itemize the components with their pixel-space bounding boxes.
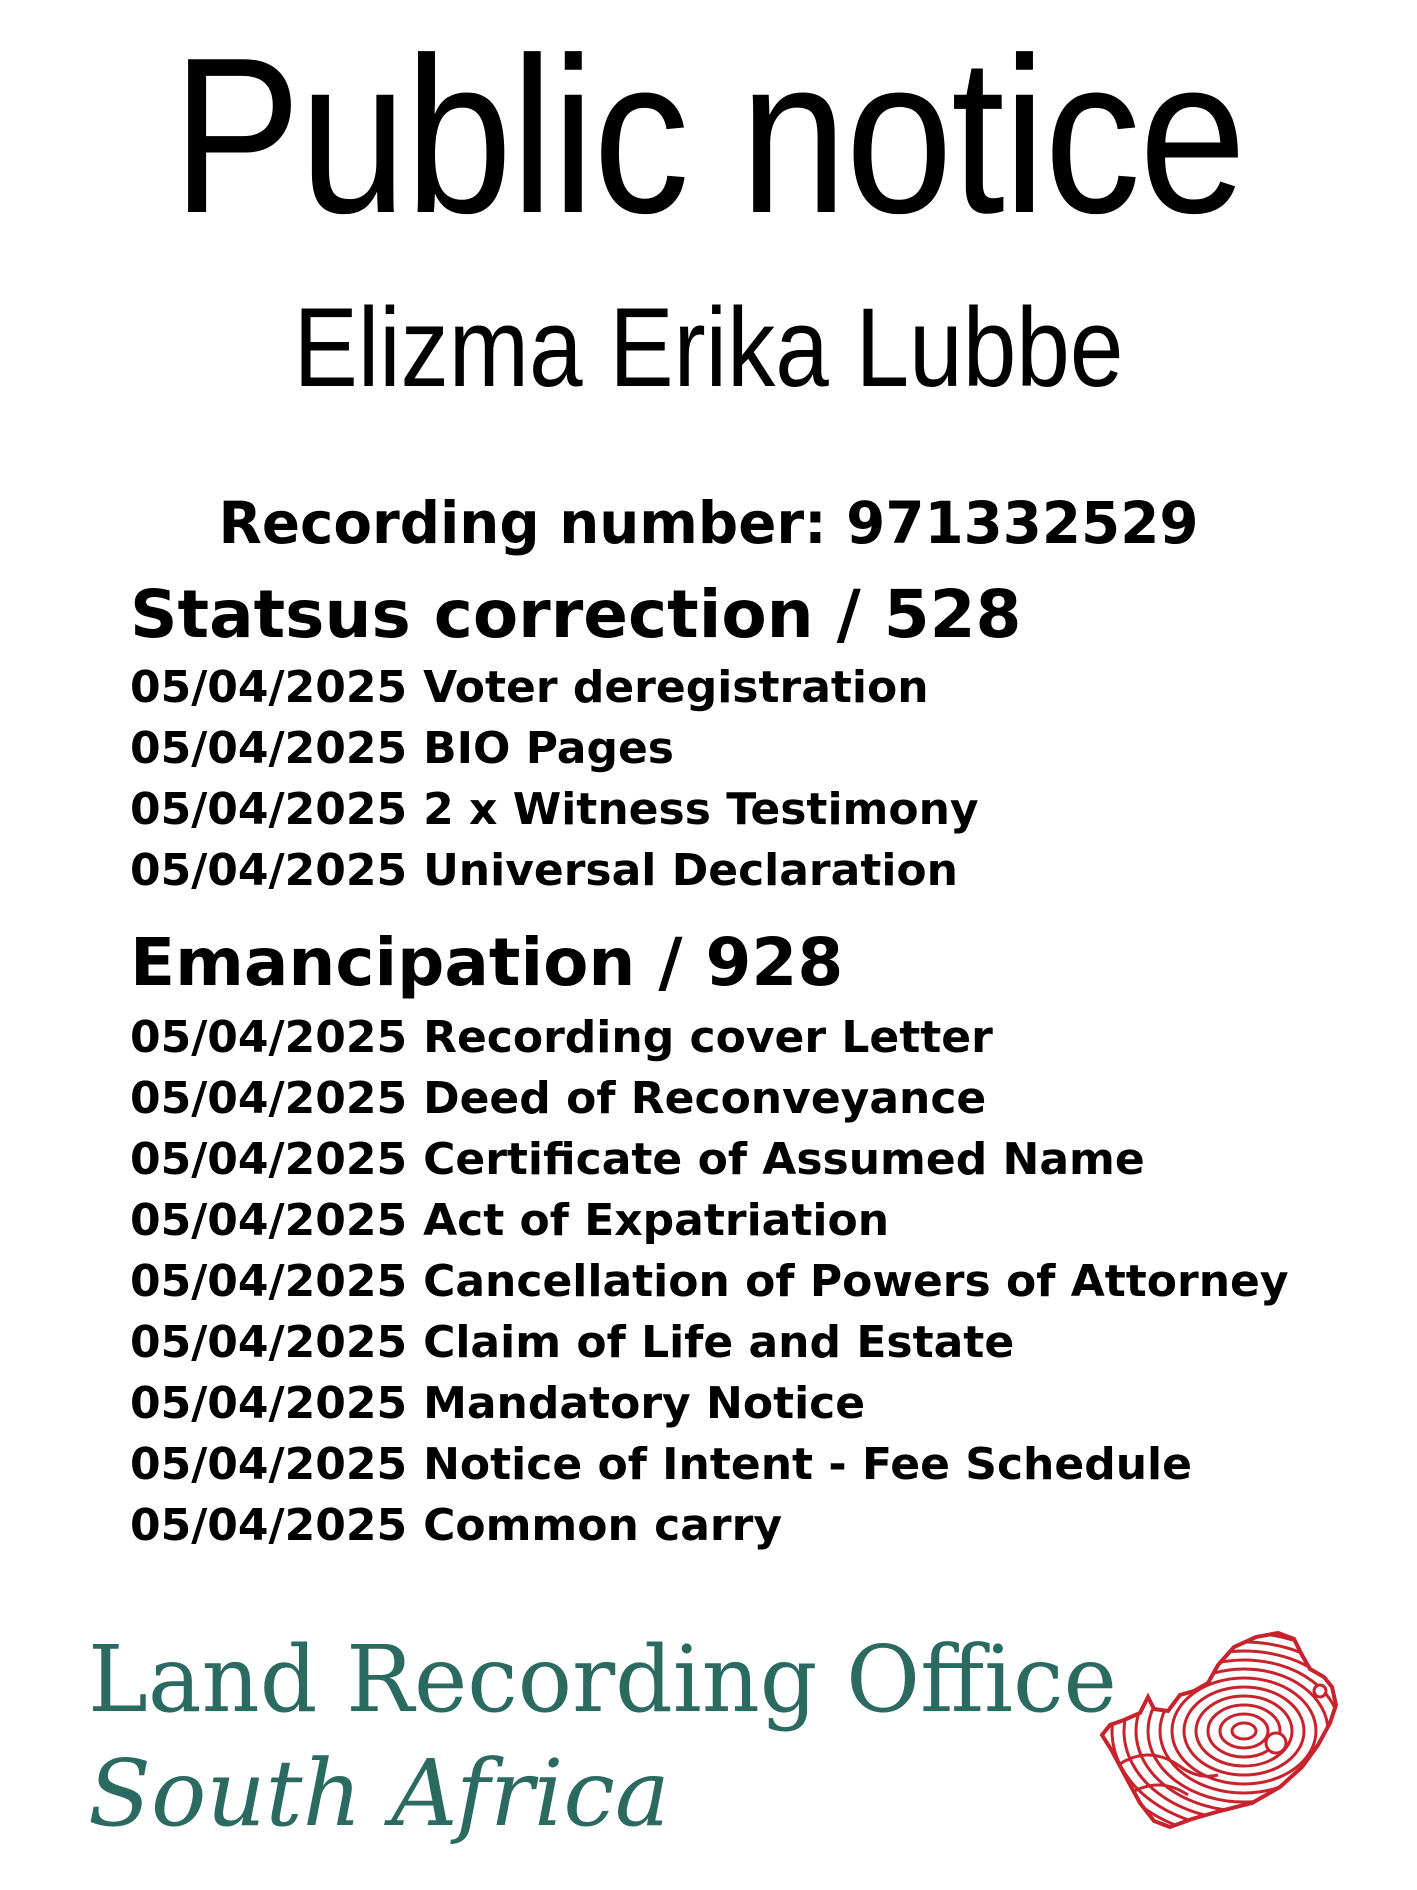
person-name: Elizma Erika Lubbe: [293, 285, 1124, 410]
list-item: [130, 718, 1360, 779]
entry-text: Universal Declaration: [423, 845, 958, 896]
list-item: [130, 1434, 1360, 1495]
list-item: [130, 840, 1360, 901]
entry-text: Act of Expatriation: [423, 1195, 890, 1246]
entry-text: Notice of Intent - Fee Schedule: [423, 1439, 1192, 1490]
emancipation-list: [130, 1007, 1360, 1556]
entry-date: 05/04/2025: [130, 723, 408, 774]
list-item: [130, 1495, 1360, 1556]
entry-text: Certificate of Assumed Name: [423, 1134, 1145, 1185]
entry-text: Deed of Reconveyance: [423, 1073, 987, 1124]
entry-date: 05/04/2025: [130, 784, 408, 835]
office-name-line1: Land Recording Office: [88, 1626, 1117, 1733]
entry-text: Voter deregistration: [423, 662, 929, 713]
entry-date: 05/04/2025: [130, 1439, 408, 1490]
entry-date: 05/04/2025: [130, 1134, 408, 1185]
list-item: [130, 1007, 1360, 1068]
list-item: [130, 1068, 1360, 1129]
list-item: [130, 657, 1360, 718]
entry-text: Claim of Life and Estate: [423, 1317, 1015, 1368]
section-heading-status-correction: Statsus correction / 528: [130, 576, 1022, 653]
entry-date: 05/04/2025: [130, 1256, 408, 1307]
page-title: Public notice: [172, 12, 1245, 260]
recording-number: Recording number: 971332529: [218, 489, 1199, 557]
notice-content: [130, 575, 1360, 1556]
list-item: [130, 1312, 1360, 1373]
entry-date: 05/04/2025: [130, 1378, 408, 1429]
entry-date: 05/04/2025: [130, 1195, 408, 1246]
south-africa-fingerprint-map-icon: [1088, 1625, 1378, 1845]
list-item: [130, 1129, 1360, 1190]
list-item: [130, 1373, 1360, 1434]
list-item: [130, 1251, 1360, 1312]
section-heading-emancipation: Emancipation / 928: [130, 924, 844, 1001]
entry-text: Common carry: [423, 1500, 783, 1551]
entry-date: 05/04/2025: [130, 1500, 408, 1551]
status-correction-list: [130, 657, 1360, 901]
list-item: [130, 1190, 1360, 1251]
entry-date: 05/04/2025: [130, 1012, 408, 1063]
office-name-line2: South Africa: [88, 1740, 670, 1847]
entry-text: 2 x Witness Testimony: [423, 784, 979, 835]
entry-date: 05/04/2025: [130, 1073, 408, 1124]
entry-date: 05/04/2025: [130, 1317, 408, 1368]
list-item: [130, 779, 1360, 840]
entry-text: Cancellation of Powers of Attorney: [423, 1256, 1289, 1307]
entry-date: 05/04/2025: [130, 662, 408, 713]
office-name: [88, 1625, 1138, 1849]
entry-text: Recording cover Letter: [423, 1012, 993, 1063]
entry-date: 05/04/2025: [130, 845, 408, 896]
entry-text: BIO Pages: [423, 723, 674, 774]
entry-text: Mandatory Notice: [423, 1378, 866, 1429]
